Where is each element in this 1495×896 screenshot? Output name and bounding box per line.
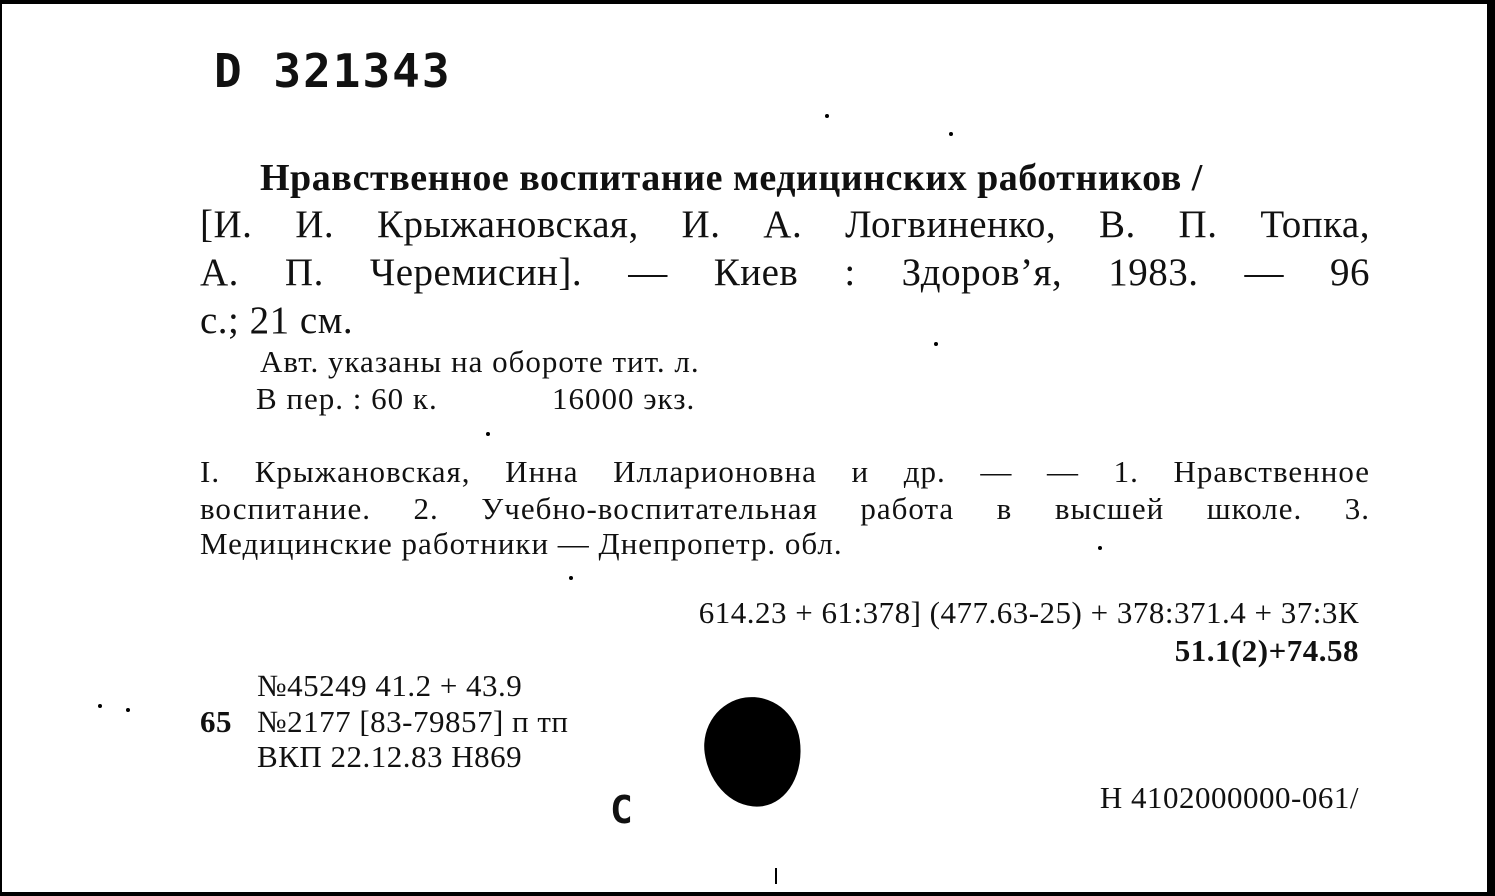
note-authors: Авт. указаны на обороте тит. л. [260,344,700,379]
book-title: Нравственное воспитание медицинских работников / [260,157,1203,199]
note-copies: 16000 экз. [552,381,696,416]
udc-code: 614.23 + 61:378] (477.63-25) + 378:371.4 + 37:3К [698,595,1359,630]
speck [934,342,938,346]
speck [1098,546,1102,550]
record-prefix: 65 [200,704,232,739]
speck [569,576,573,580]
subjects-line-2: воспитание. 2. Учебно-воспитательная работа в высшей школе. 3. [200,491,1370,526]
subjects-line-3: Медицинские работники — Днепропетр. обл. [200,526,843,561]
bbk-code: 51.1(2)+74.58 [1174,633,1359,668]
record-line-3: ВКП 22.12.83 Н869 [257,739,523,774]
speck [825,114,829,118]
card-number: D 321343 [214,44,452,98]
speck [486,432,490,436]
record-line-1: №45249 41.2 + 43.9 [257,668,523,703]
copyright-mark: С [610,788,633,832]
ink-blot [698,691,808,813]
index-code: Н 4102000000-061/ [1099,780,1359,815]
authors-line-2: А. П. Черемисин]. — Киев : Здоров’я, 1983. — 96 [200,251,1370,294]
record-line-2: №2177 [83-79857] п тп [257,704,569,739]
scan-mark [775,868,777,884]
speck [126,708,130,712]
authors-line-3: с.; 21 см. [200,299,354,342]
subjects-line-1: I. Крыжановская, Инна Илларионовна и др. — — 1. Нравственное [200,454,1370,489]
note-price: В пер. : 60 к. [256,381,438,416]
speck [98,704,102,708]
speck [949,132,953,136]
authors-line-1: [И. И. Крыжановская, И. А. Логвиненко, В. П. Топка, [200,203,1370,246]
